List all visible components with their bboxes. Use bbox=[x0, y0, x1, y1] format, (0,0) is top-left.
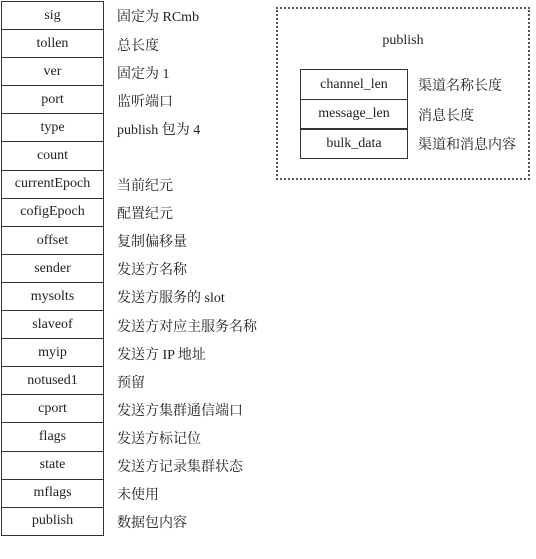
field-desc-state: 发送方记录集群状态 bbox=[117, 460, 243, 476]
field-box-mflags: mflags bbox=[1, 479, 104, 509]
field-box-sig: sig bbox=[1, 1, 104, 31]
field-desc-mysolts: 发送方服务的 slot bbox=[117, 291, 225, 307]
field-desc-cofigEpoch: 配置纪元 bbox=[117, 207, 173, 223]
publish-field-desc-message_len: 消息长度 bbox=[418, 108, 474, 124]
field-desc-mflags: 未使用 bbox=[117, 488, 159, 504]
publish-panel-title: publish bbox=[382, 33, 424, 48]
field-box-notused1: notused1 bbox=[1, 366, 104, 396]
field-box-publish: publish bbox=[1, 507, 104, 537]
field-desc-count bbox=[117, 143, 257, 171]
field-desc-slaveof: 发送方对应主服务名称 bbox=[117, 319, 257, 335]
publish-body-panel bbox=[276, 7, 530, 180]
field-box-cport: cport bbox=[1, 394, 104, 424]
publish-fields bbox=[300, 69, 408, 159]
field-desc-notused1: 预留 bbox=[117, 375, 145, 391]
publish-field-desc-bulk_data: 渠道和消息内容 bbox=[418, 138, 516, 154]
field-desc-offset: 复制偏移量 bbox=[117, 235, 187, 251]
field-box-state: state bbox=[1, 451, 104, 481]
field-box-tollen: tollen bbox=[1, 29, 104, 59]
field-box-flags: flags bbox=[1, 422, 104, 452]
field-box-currentEpoch: currentEpoch bbox=[1, 170, 104, 200]
field-desc-port: 监听端口 bbox=[117, 94, 173, 110]
field-desc-ver: 固定为 1 bbox=[117, 66, 170, 82]
field-box-sender: sender bbox=[1, 254, 104, 284]
field-box-mysolts: mysolts bbox=[1, 282, 104, 312]
field-box-count: count bbox=[1, 141, 104, 171]
message-header-fields bbox=[1, 1, 104, 536]
field-desc-tollen: 总长度 bbox=[117, 38, 159, 54]
publish-field-desc-channel_len: 渠道名称长度 bbox=[418, 78, 502, 94]
field-box-port: port bbox=[1, 85, 104, 115]
field-box-cofigEpoch: cofigEpoch bbox=[1, 198, 104, 228]
field-box-slaveof: slaveof bbox=[1, 310, 104, 340]
field-desc-publish: 数据包内容 bbox=[117, 516, 187, 532]
field-box-ver: ver bbox=[1, 57, 104, 87]
field-desc-currentEpoch: 当前纪元 bbox=[117, 179, 173, 195]
field-desc-type: publish 包为 4 bbox=[117, 122, 201, 138]
field-descriptions bbox=[117, 1, 257, 536]
field-desc-myip: 发送方 IP 地址 bbox=[117, 347, 206, 363]
field-desc-sender: 发送方名称 bbox=[117, 263, 187, 279]
field-box-offset: offset bbox=[1, 226, 104, 256]
field-desc-sig: 固定为 RCmb bbox=[117, 9, 200, 25]
publish-field-box-message_len: message_len bbox=[300, 99, 408, 130]
field-desc-flags: 发送方标记位 bbox=[117, 431, 201, 447]
publish-field-box-channel_len: channel_len bbox=[300, 69, 408, 100]
field-desc-cport: 发送方集群通信端口 bbox=[117, 403, 243, 419]
field-box-type: type bbox=[1, 113, 104, 143]
publish-field-descriptions bbox=[418, 69, 516, 159]
field-box-myip: myip bbox=[1, 338, 104, 368]
publish-field-box-bulk_data: bulk_data bbox=[300, 128, 408, 159]
